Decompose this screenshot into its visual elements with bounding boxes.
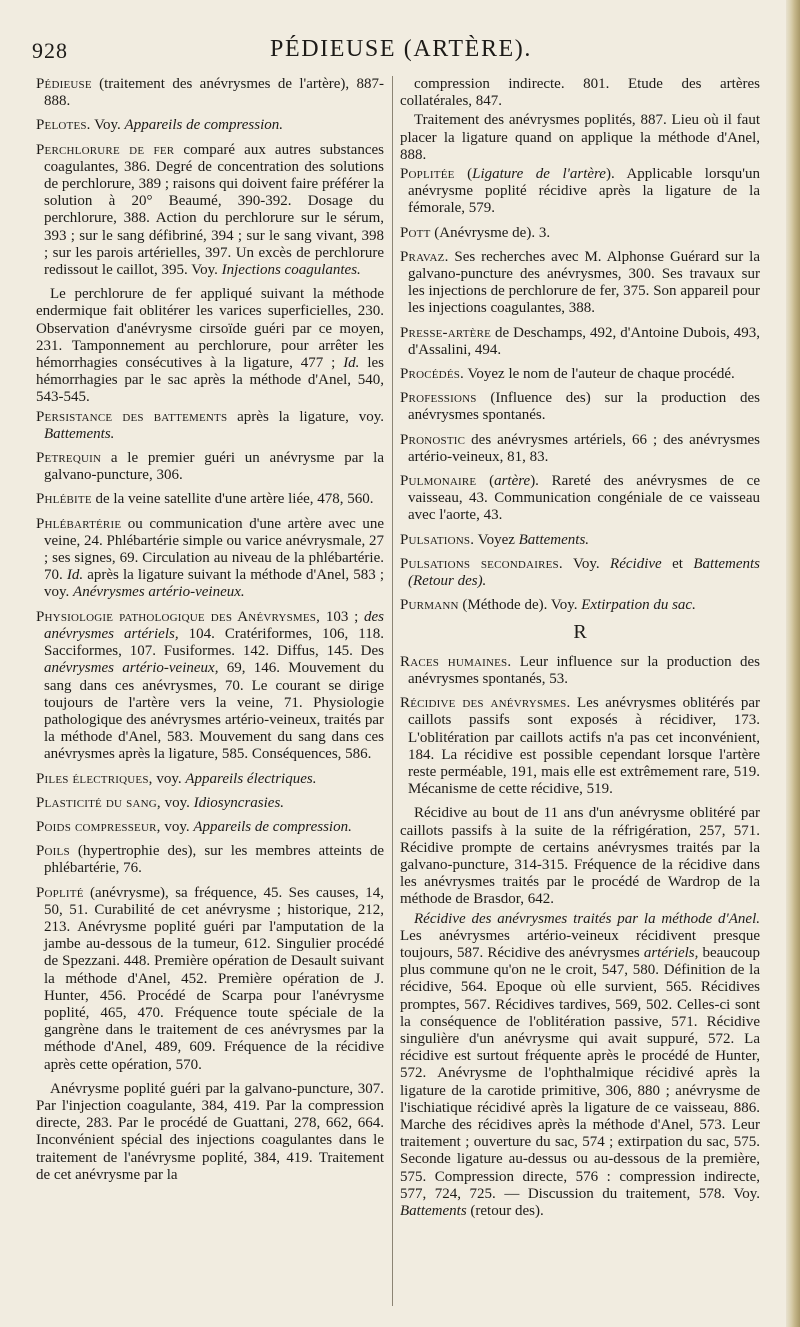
index-entry [36, 142, 384, 280]
italic-reference: anévrysmes artério-veineux, [44, 660, 219, 677]
italic-reference: Battements. [518, 531, 590, 548]
entry-text: ). Applicable lorsqu'un anévrysme poplité récidive après la ligature de la fémorale, 579. [408, 166, 761, 217]
entry-text: après la ligature suivant la méthode d'Anel, 583 ; voy. [44, 567, 385, 601]
page-number: 928 [32, 38, 68, 63]
index-entry [400, 556, 760, 590]
entry-heading: Pulmonaire [400, 473, 477, 490]
italic-reference: Ligature de l'artère [472, 166, 606, 183]
entry-heading: Pulsations. [400, 531, 475, 548]
entry-text: voy. [160, 794, 194, 811]
italic-reference: Appareils de compression. [124, 117, 283, 134]
entry-heading: Pravaz. [400, 248, 449, 265]
entry-heading: Récidive des anévrysmes. [400, 695, 571, 712]
entry-text: Récidive au bout de 11 ans d'un anévrysme oblitéré par caillots passifs à la suite de la réfrigération, 257, 571. Récidive prompte de certains anévrysmes traités par la galvano-puncture, 314-315. Fréquence de la récidive dans les anévrysmes traités par le procédé de Wardrop de la méthode de Brasdor, 642. [400, 805, 760, 908]
entry-text: ( [454, 166, 473, 183]
entry-text: voy. [160, 818, 194, 835]
entry-text: (hypertrophie des), sur les membres atteints de phlébartérie, 76. [44, 843, 384, 877]
italic-reference: Idiosyncrasies. [193, 794, 285, 811]
index-subentry [400, 911, 760, 1221]
entry-heading: Phlébite [36, 491, 92, 508]
index-entry [400, 695, 760, 798]
index-entry [400, 325, 760, 359]
entry-text: Les anévrysmes artério-veineux récidivent presque toujours, 587. Récidive des anévrysmes [400, 927, 760, 961]
italic-reference: Battements (Retour des). [408, 555, 761, 590]
index-entry [400, 366, 760, 383]
entry-heading: Persistance des battements [36, 408, 228, 425]
index-entry [36, 843, 384, 877]
entry-heading: Petrequin [36, 450, 102, 467]
entry-heading: Procédés. [400, 366, 465, 383]
entry-heading: Plasticité du sang, [36, 794, 161, 811]
running-header [28, 30, 768, 66]
italic-reference: Battements. [44, 425, 115, 442]
italic-reference: Appareils électriques. [185, 770, 317, 787]
italic-reference: Extirpation du sac. [581, 597, 696, 614]
index-entry [36, 795, 384, 812]
entry-text: ). Rareté des anévrysmes de ce vaisseau, 43. Communication congéniale de ce vaisseau avec l'aorte, 43. [408, 473, 760, 524]
index-subentry [36, 1081, 384, 1184]
entry-heading: Pédieuse [36, 76, 92, 92]
index-entry [400, 390, 760, 424]
index-entry [36, 819, 384, 836]
section-letter: R [573, 621, 587, 644]
italic-reference: Anévrysmes artério-veineux. [73, 584, 245, 601]
index-subentry [36, 286, 384, 406]
entry-text: (Anévrysme de). 3. [430, 224, 551, 241]
italic-reference: des anévrysmes artériels, [44, 608, 385, 642]
entry-text: ou communication d'une artère avec une veine, 24. Phlébartérie simple ou varice anévrysmale, 27 ; ses signes, 69. Circulation au niveau de la phlébartérie. 70. [44, 515, 384, 584]
entry-text: Voy. [562, 555, 611, 572]
entry-text: les hémorrhagies par le sac après la méthode d'Anel, 540, 543-545. [36, 355, 384, 406]
entry-text: de Deschamps, 492, d'Antoine Dubois, 493, d'Assalini, 494. [408, 324, 760, 358]
index-entry [400, 166, 760, 218]
entry-text: compression indirecte. 801. Etude des artères collatérales, 847. [400, 76, 760, 110]
index-entry [36, 609, 384, 764]
entry-text: 69, 146. Mouvement du sang dans ces anévrysmes, 70. Le courant se dirige toujours de l'artère vers la veine, 71. Physiologie pathologique des anévrysmes artério-veineux, traités par la méthode d'Anel, 583. Mouvement du sang dans ces anévrysmes après la ligature, 585. Conséquences, 586. [44, 660, 384, 763]
entry-text: 104. Cratériformes, 106, 118. Sacciformes, 107. Fusiformes. 142. Diffus, 145. Des [44, 625, 384, 660]
entry-text: (Méthode de). Voy. [458, 597, 582, 614]
entry-heading: Professions [400, 390, 477, 407]
entry-text: voy. [152, 770, 186, 787]
entry-heading: Piles électriques, [36, 770, 153, 787]
entry-heading: Perchlorure de fer [36, 141, 175, 158]
index-subentry [400, 76, 760, 110]
page-edge [786, 0, 800, 1327]
italic-reference: Récidive [610, 555, 662, 572]
entry-text: Voy. [90, 117, 125, 134]
entry-text: de la veine satellite d'une artère liée, 478, 560. [91, 491, 374, 508]
italic-reference: Récidive des anévrysmes traités par la méthode d'Anel. [414, 910, 760, 927]
index-entry [400, 249, 760, 318]
index-entry [400, 432, 760, 466]
entry-text: et [661, 555, 694, 572]
index-entry [36, 409, 384, 443]
index-entry [400, 654, 760, 688]
entry-text: 103 ; [320, 608, 365, 625]
entry-text: Leur influence sur la production des anévrysmes spontanés, 53. [408, 653, 761, 687]
index-entry [36, 117, 384, 134]
entry-text: Voyez [474, 531, 519, 548]
entry-text: après la ligature, voy. [227, 408, 385, 425]
entry-heading: Pronostic [400, 431, 466, 448]
entry-text: Le perchlorure de fer appliqué suivant la méthode endermique fait oblitérer les varices superficielles, 230. Observation d'anévrysme cirsoïde guéri par ce moyen, 231. Tamponnement au perchlorure, pour arrêter les hémorrhagies consécutives à la ligature, 477 ; [36, 286, 384, 372]
index-entry [400, 597, 760, 614]
column-rule [392, 76, 393, 1306]
index-entry [36, 516, 384, 602]
entry-heading: Poils [36, 843, 70, 860]
entry-text: (retour des). [466, 1202, 544, 1219]
entry-text: (anévrysme), sa fréquence, 45. Ses causes, 14, 50, 51. Curabilité de cet anévrysme ; historique, 212, 213. Anévrysme poplité guéri par l'amputation de la jambe au-dessous de la tumeur, 612. Singulier procédé de Spezzani. 448. Première opération de Desault suivant la méthode d'Anel, 452. Première opération de J. Hunter, 456. Procédé de Scarpa pour l'anévrysme poplité, 465, 470. Fréquence toute spéciale de la gangrène dans le traitement de ces anévrysmes par la méthode d'Anel, 489, 609. Fréquence de la récidive après cette opération, 570. [44, 884, 384, 1073]
entry-heading: Physiologie pathologique des Anévrysmes, [36, 608, 321, 625]
entry-heading: Poids compresseur, [36, 818, 161, 835]
index-entry [36, 76, 384, 110]
italic-reference: Id. [343, 355, 360, 372]
index-entry [400, 532, 760, 549]
entry-heading: Pott [400, 224, 431, 241]
running-title: PÉDIEUSE (ARTÈRE). [270, 36, 533, 62]
entry-text: Anévrysme poplité guéri par la galvano-puncture, 307. Par l'injection coagulante, 384, 419. Par la compression directe, 283. Par le procédé de Guattani, 278, 662, 664. Inconvénient spécial des injections coagulantes dans le traitement de l'anévrysme poplité, 384, 419. Traitement de cet anévrysme par la [36, 1080, 384, 1183]
italic-reference: artère [494, 473, 531, 490]
italic-reference: artériels, [643, 944, 699, 961]
entry-text: (traitement des anévrysmes de l'artère), 887-888. [44, 76, 384, 110]
entry-text: (Influence des) sur la production des anévrysmes spontanés. [408, 390, 760, 424]
index-entry [400, 473, 760, 525]
index-entry [400, 225, 760, 242]
entry-text: comparé aux autres substances coagulantes, 386. Degré de concentration des solutions de perchlorure, 389 ; raisons qui doivent faire préférer la solution à 20° Beaumé, 390-392. Dosage du perchlorure, 388. Action du perchlorure sur le sérum, 393 ; sur le sang défibriné, 394 ; sur le sang vivant, 398 ; sur les parois artérielles, 397. Un excès de perchlorure redissout le caillot, 395. Voy. [44, 141, 384, 279]
entry-text: des anévrysmes artériels, 66 ; des anévrysmes artério-veineux, 81, 83. [408, 431, 760, 465]
index-subentry [400, 805, 760, 908]
italic-reference: Id. [66, 567, 84, 584]
italic-reference: Battements [400, 1202, 467, 1219]
entry-text: Voyez le nom de l'auteur de chaque procédé. [464, 366, 735, 383]
index-entry [36, 771, 384, 788]
index-entry [36, 491, 384, 508]
entry-text: Traitement des anévrysmes poplités, 887. Lieu où il faut placer la ligature quand on applique la méthode d'Anel, 888. [400, 112, 760, 163]
entry-heading: Phlébartérie [36, 515, 122, 532]
index-entry [36, 885, 384, 1074]
entry-text: a le premier guéri un anévrysme par la galvano-puncture, 306. [44, 450, 384, 484]
entry-heading: Races humaines. [400, 653, 512, 670]
index-subentry [400, 112, 760, 164]
entry-heading: Pulsations secondaires. [400, 555, 563, 572]
index-entry [36, 450, 384, 484]
entry-text: beaucoup plus commune qu'on ne le croit, 547, 580. Définition de la récidive, 564. Epoque où elle survient, 565. Récidives promptes, 567. Récidives tardives, 569, 502. Celles-ci sont la conséquence de l'oblitération passive, 571. Récidive singulière d'un anévrysme qui avait suppuré, 572. La récidive est surtout fréquente après le procédé de Hunter, 572. Anévrysme de l'ophthalmique récidivé après la ligature de la carotide primitive, 306, 880 ; anévrysme de l'ischiatique récidivé après la ligature de ce vaisseau, 886. Marche des récidives après la méthode d'Anel, 573. Leur traitement ; ouverture du sac, 574 ; extirpation du sac, 575. Seconde ligature au-dessus ou au-dessous de la première, 575. Compression directe, 576 : compression indirecte, 577, 724, 725. — Discussion du traitement, 578. Voy. [400, 944, 760, 1202]
entry-text: Les anévrysmes oblitérés par caillots passifs sont exposés à récidiver, 173. L'oblitération par caillots actifs n'a pas cet inconvénient, 184. La récidive est possible cependant lorsque l'artère reste perméable, 191, mais elle est extrêmement rare, 519. Mécanisme de cette récidive, 519. [408, 695, 760, 798]
entry-text: Ses recherches avec M. Alphonse Guérard sur la galvano-puncture des anévrysmes, 300. Ses travaux sur les injections de perchlorure de fer, 375. Son appareil pour les injections coagulantes, 388. [408, 248, 760, 317]
entry-heading: Purmann [400, 597, 459, 614]
italic-reference: Appareils de compression. [193, 818, 352, 835]
entry-heading: Poplité [36, 884, 84, 901]
entry-heading: Pelotes. [36, 117, 91, 134]
entry-heading: Poplitée [400, 166, 455, 183]
italic-reference: Injections coagulantes. [221, 262, 361, 279]
entry-text: ( [476, 473, 495, 490]
left-column [36, 76, 384, 1186]
entry-heading: Presse-artère [400, 324, 492, 341]
right-column [400, 76, 760, 1222]
